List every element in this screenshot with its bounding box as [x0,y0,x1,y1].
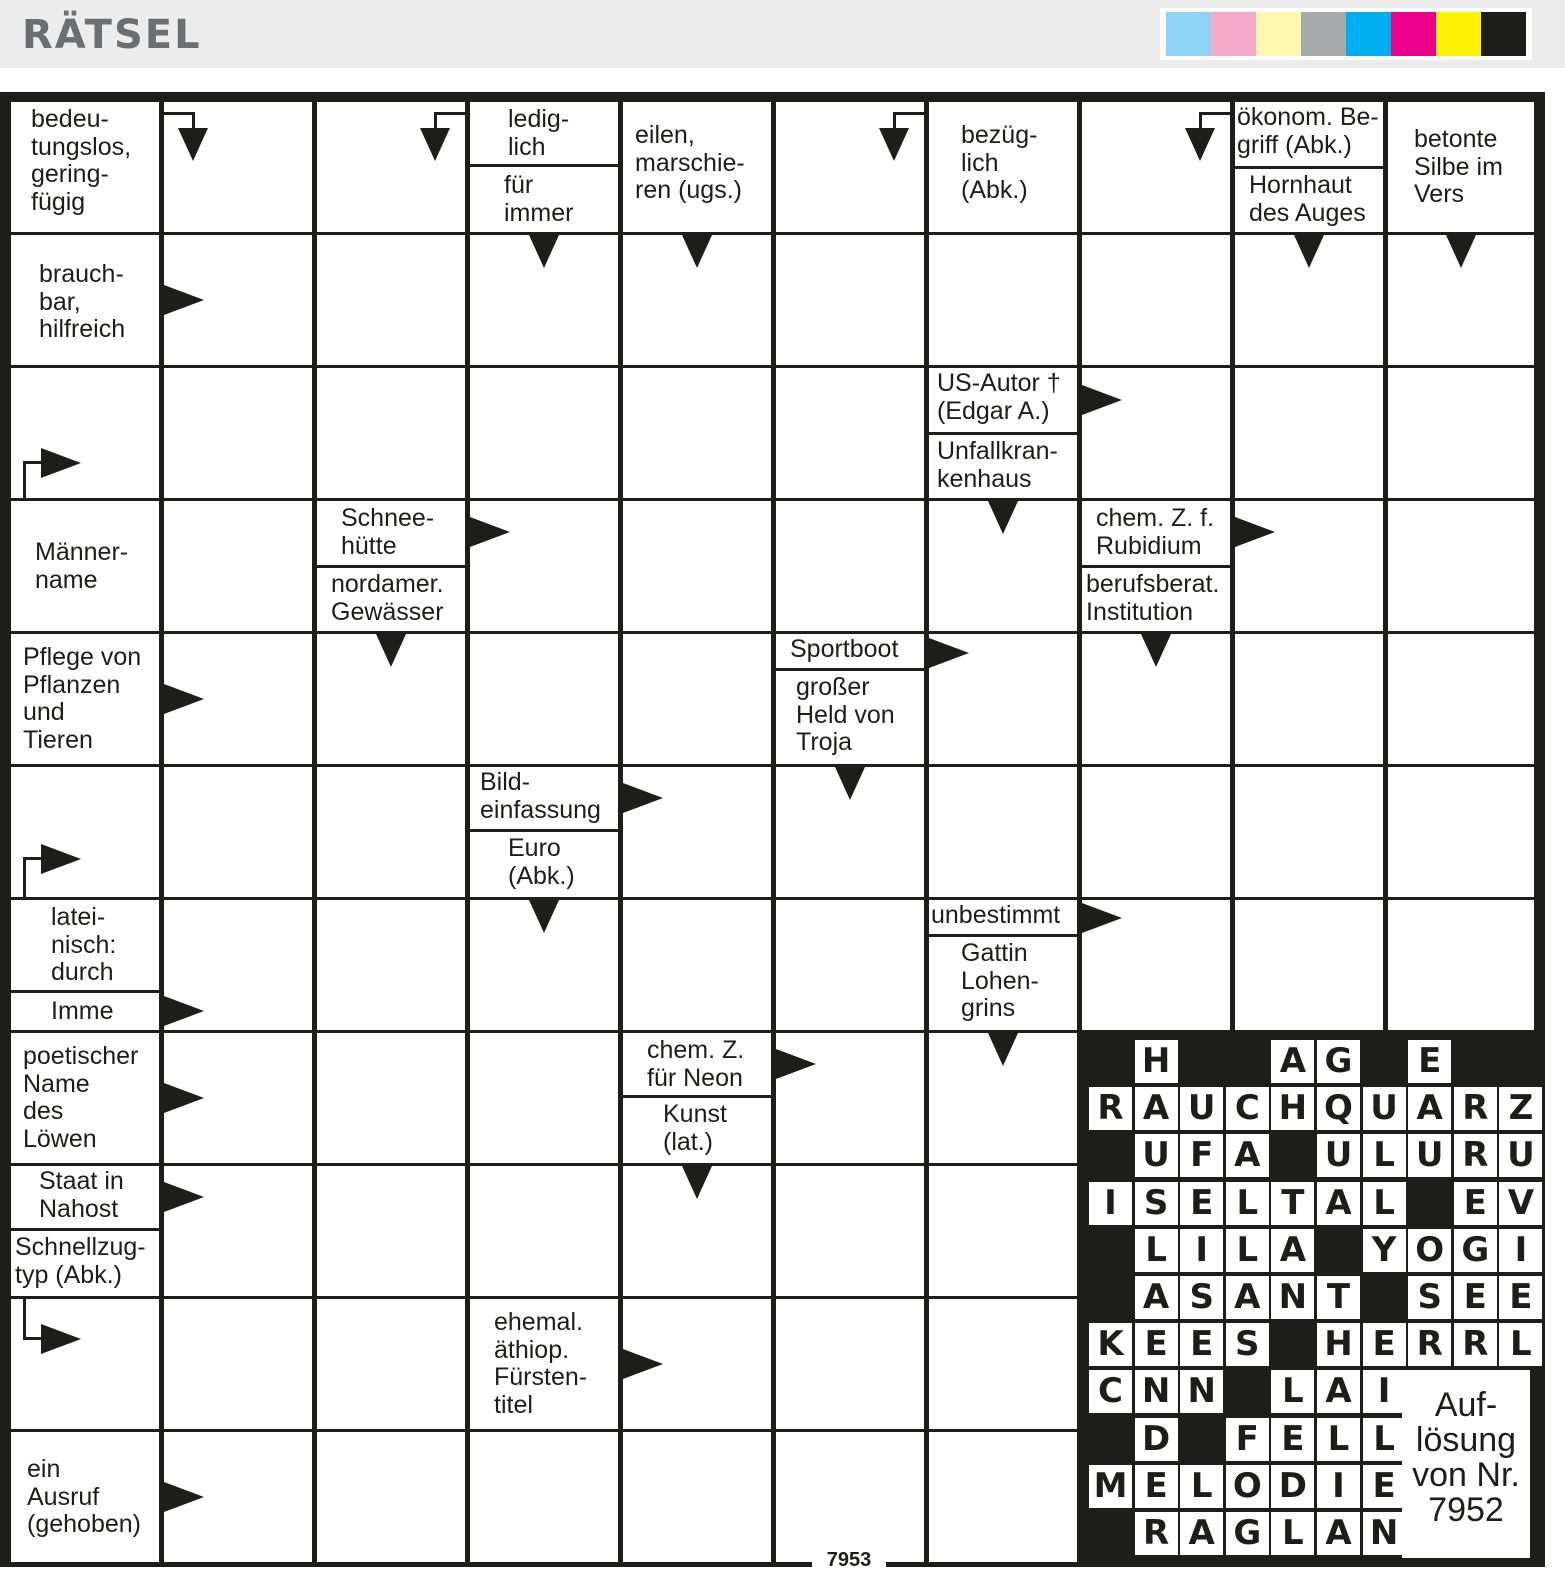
clue-cell [1235,102,1383,232]
clue-text: bedeu- tungslos, gering- fügig [31,105,132,216]
solution-letter: D [1271,1465,1314,1508]
answer-cell[interactable] [929,235,1077,365]
clue-text: Sportboot [790,635,899,663]
solution-letter: L [1226,1229,1269,1272]
answer-cell[interactable] [623,1432,771,1562]
solution-letter: L [1271,1512,1314,1555]
solution-letter: E [1499,1276,1542,1319]
arrow-right-icon [929,638,969,668]
solution-letter: L [1317,1418,1360,1461]
header-bar [0,0,1565,68]
clue-text: für immer [504,171,574,227]
clue-text: Pflege von Pflanzen und Tieren [23,643,142,754]
answer-cell[interactable] [164,900,312,1030]
clue-divider [929,432,1077,435]
clue-text: ehemal. äthiop. Fürsten- titel [494,1308,588,1419]
arrow-right-icon [623,783,663,813]
solution-letter: A [1317,1370,1360,1413]
answer-cell[interactable] [623,501,771,631]
answer-cell[interactable] [164,1166,312,1296]
clue-cell [11,1166,159,1296]
solution-letter: E [1135,1323,1178,1366]
answer-cell[interactable] [623,1166,771,1296]
answer-cell[interactable] [1235,368,1383,498]
answer-cell[interactable] [11,767,159,897]
solution-letter: G [1226,1512,1269,1555]
clue-text: Imme [51,997,114,1025]
arrow-right-icon [164,996,204,1026]
clue-cell [11,1033,159,1163]
clue-text: ökonom. Be- griff (Abk.) [1237,103,1379,159]
clue-cell [470,767,618,897]
answer-cell[interactable] [776,501,924,631]
arrow-right-icon [41,448,81,478]
solution-letter: N [1363,1512,1406,1555]
answer-cell[interactable] [164,1033,312,1163]
solution-letter: U [1408,1134,1451,1177]
clue-divider [1235,166,1383,169]
solution-letter: T [1317,1276,1360,1319]
answer-cell[interactable] [929,1166,1077,1296]
solution-letter: S [1408,1276,1451,1319]
arrow-down-icon [835,767,865,800]
solution-letter: R [1454,1087,1497,1130]
clue-divider [1082,565,1230,568]
clue-text: US-Autor † (Edgar A.) [937,369,1061,425]
answer-cell[interactable] [1235,501,1383,631]
clue-divider [623,1095,771,1098]
answer-cell[interactable] [929,501,1077,631]
answer-cell[interactable] [1082,102,1230,232]
solution-letter: A [1226,1276,1269,1319]
solution-letter: E [1454,1276,1497,1319]
clue-text: Schnee- hütte [341,504,435,560]
arrow-right-icon [1082,903,1122,933]
arrow-down-icon [1141,634,1171,667]
arrow-down-icon [376,634,406,667]
solution-letter: S [1180,1276,1223,1319]
clue-text: Männer- name [35,538,129,594]
color-swatch [1211,12,1256,56]
answer-cell[interactable] [776,1299,924,1429]
solution-letter: A [1317,1182,1360,1225]
arrow-down-icon [682,235,712,268]
answer-cell[interactable] [470,1166,618,1296]
arrow-right-icon [164,1083,204,1113]
arrow-down-icon [1294,235,1324,268]
answer-cell[interactable] [1082,235,1230,365]
answer-cell[interactable] [470,235,618,365]
answer-cell[interactable] [929,767,1077,897]
clue-divider [776,668,924,671]
clue-text: Hornhaut des Auges [1249,171,1366,227]
answer-cell[interactable] [776,1033,924,1163]
answer-cell[interactable] [317,235,465,365]
answer-cell[interactable] [11,1299,159,1429]
answer-cell[interactable] [1235,634,1383,764]
clue-cell [11,900,159,1030]
solution-letter: I [1499,1229,1542,1272]
clue-text: nordamer. Gewässer [331,570,444,626]
solution-letter: U [1180,1087,1223,1130]
clue-divider [470,164,618,167]
answer-cell[interactable] [623,1299,771,1429]
clue-text: unbestimmt [931,901,1061,929]
answer-cell[interactable] [1388,634,1534,764]
solution-letter: A [1271,1229,1314,1272]
solution-letter: L [1363,1134,1406,1177]
solution-letter: I [1317,1465,1360,1508]
page-title: RÄTSEL [22,12,202,58]
answer-cell[interactable] [164,368,312,498]
solution-letter: L [1135,1229,1178,1272]
solution-letter: R [1089,1087,1132,1130]
clue-cell [1082,501,1230,631]
clue-cell [11,235,159,365]
solution-letter: R [1408,1323,1451,1366]
clue-text: poetischer Name des Löwen [23,1042,139,1153]
answer-cell[interactable] [1082,368,1230,498]
solution-letter: L [1499,1323,1542,1366]
answer-cell[interactable] [470,634,618,764]
solution-letter: U [1135,1134,1178,1177]
solution-letter: A [1317,1512,1360,1555]
answer-cell[interactable] [929,1432,1077,1562]
arrow-down-icon [1446,235,1476,268]
arrow-bend-icon [23,1337,43,1340]
answer-cell[interactable] [11,368,159,498]
solution-letter: D [1135,1418,1178,1461]
solution-letter: L [1271,1370,1314,1413]
clue-cell [317,501,465,631]
solution-letter: M [1089,1465,1132,1508]
arrow-down-icon [1185,128,1215,161]
clue-text: chem. Z. für Neon [647,1036,745,1092]
answer-cell[interactable] [317,767,465,897]
arrow-down-icon [529,900,559,933]
clue-text: Gattin Lohen- grins [961,939,1039,1022]
clue-divider [11,1228,159,1231]
answer-cell[interactable] [1082,634,1230,764]
solution-label: Auf- lösung von Nr. 7952 [1402,1370,1530,1558]
answer-cell[interactable] [317,1033,465,1163]
solution-letter: F [1226,1418,1269,1461]
answer-cell[interactable] [623,235,771,365]
solution-letter: A [1226,1134,1269,1177]
answer-cell[interactable] [1388,900,1534,1030]
solution-letter: H [1271,1087,1314,1130]
clue-text: Staat in Nahost [39,1167,124,1223]
color-swatch [1436,12,1481,56]
arrow-right-icon [470,517,510,547]
solution-letter: V [1499,1182,1542,1225]
solution-letter: E [1454,1182,1497,1225]
clue-text: berufsberat. Institution [1086,570,1220,626]
color-swatch [1481,12,1526,56]
clue-cell [470,102,618,232]
arrow-down-icon [420,128,450,161]
clue-text: Schnellzug- typ (Abk.) [15,1233,146,1289]
clue-text: großer Held von Troja [796,673,895,756]
answer-cell[interactable] [317,102,465,232]
crossword-grid [0,92,1545,1567]
answer-cell[interactable] [623,767,771,897]
solution-letter: K [1089,1323,1132,1366]
clue-text: latei- nisch: durch [51,903,117,986]
clue-cell [623,1033,771,1163]
clue-text: eilen, marschie- ren (ugs.) [635,121,745,204]
solution-letter: E [1408,1040,1451,1083]
arrow-down-icon [682,1166,712,1199]
arrow-right-icon [164,1182,204,1212]
arrow-bend-icon [23,461,43,464]
arrow-right-icon [776,1049,816,1079]
solution-letter: E [1363,1465,1406,1508]
arrow-right-icon [41,1324,81,1354]
solution-letter: S [1135,1182,1178,1225]
solution-letter: H [1135,1040,1178,1083]
arrow-down-icon [178,128,208,161]
solution-letter: I [1089,1182,1132,1225]
solution-letter: G [1317,1040,1360,1083]
answer-cell[interactable] [623,368,771,498]
solution-letter: A [1135,1087,1178,1130]
answer-cell[interactable] [164,1299,312,1429]
solution-letter: E [1363,1323,1406,1366]
answer-cell[interactable] [1082,900,1230,1030]
solution-letter: E [1180,1182,1223,1225]
clue-cell [11,102,159,232]
clue-text: ein Ausruf (gehoben) [27,1455,141,1538]
solution-letter: R [1454,1134,1497,1177]
clue-divider [470,829,618,832]
color-swatch [1166,12,1211,56]
answer-cell[interactable] [164,235,312,365]
clue-divider [11,990,159,993]
answer-cell[interactable] [164,501,312,631]
answer-cell[interactable] [776,235,924,365]
solution-letter: C [1089,1370,1132,1413]
answer-cell[interactable] [470,368,618,498]
answer-cell[interactable] [1388,368,1534,498]
solution-letter: C [1226,1087,1269,1130]
arrow-right-icon [164,285,204,315]
answer-cell[interactable] [1235,900,1383,1030]
solution-letter: L [1363,1418,1406,1461]
answer-cell[interactable] [1235,235,1383,365]
clue-cell [470,1299,618,1429]
answer-cell[interactable] [470,900,618,1030]
arrow-right-icon [164,684,204,714]
clue-text: chem. Z. f. Rubidium [1096,504,1215,560]
arrow-bend-icon [23,461,26,498]
answer-cell[interactable] [164,1432,312,1562]
print-color-bar [1160,8,1532,60]
solution-letter: U [1499,1134,1542,1177]
clue-text: Unfallkran- kenhaus [937,437,1058,493]
clue-cell [929,102,1077,232]
arrow-down-icon [988,1033,1018,1066]
color-swatch [1256,12,1301,56]
solution-letter: O [1408,1229,1451,1272]
arrow-bend-icon [435,112,465,115]
solution-letter: A [1180,1512,1223,1555]
color-swatch [1346,12,1391,56]
solution-letter: L [1180,1465,1223,1508]
clue-text: betonte Silbe im Vers [1414,125,1503,208]
clue-cell [929,368,1077,498]
solution-letter: N [1135,1370,1178,1413]
arrow-bend-icon [164,112,194,115]
answer-cell[interactable] [929,1033,1077,1163]
solution-letter: I [1363,1370,1406,1413]
solution-letter: S [1226,1323,1269,1366]
arrow-bend-icon [1200,112,1230,115]
solution-letter: Q [1317,1087,1360,1130]
clue-text: bezüg- lich (Abk.) [961,121,1038,204]
arrow-bend-icon [894,112,924,115]
solution-letter: R [1454,1323,1497,1366]
arrow-bend-icon [23,1299,26,1339]
solution-letter: F [1180,1134,1223,1177]
solution-letter: L [1226,1182,1269,1225]
answer-cell[interactable] [1388,235,1534,365]
clue-divider [929,934,1077,937]
arrow-bend-icon [23,857,26,897]
arrow-right-icon [164,1482,204,1512]
answer-cell[interactable] [1235,767,1383,897]
solution-letter: U [1363,1087,1406,1130]
arrow-right-icon [1235,517,1275,547]
answer-cell[interactable] [317,900,465,1030]
clue-text: Bild- einfassung [480,768,601,824]
answer-cell[interactable] [776,102,924,232]
answer-cell[interactable] [623,634,771,764]
answer-cell[interactable] [929,1299,1077,1429]
solution-letter: L [1363,1182,1406,1225]
answer-cell[interactable] [470,1432,618,1562]
clue-text: Kunst (lat.) [663,1100,727,1156]
color-swatch [1391,12,1436,56]
answer-cell[interactable] [1388,501,1534,631]
answer-cell[interactable] [317,1166,465,1296]
answer-cell[interactable] [164,767,312,897]
answer-cell[interactable] [929,634,1077,764]
clue-cell [11,501,159,631]
answer-cell[interactable] [317,1299,465,1429]
solution-letter: Y [1363,1229,1406,1272]
arrow-down-icon [879,128,909,161]
answer-cell[interactable] [623,900,771,1030]
answer-cell[interactable] [470,1033,618,1163]
answer-cell[interactable] [776,900,924,1030]
solution-letter: A [1408,1087,1451,1130]
solution-letter: R [1135,1512,1178,1555]
answer-cell[interactable] [164,102,312,232]
solution-letter: E [1271,1418,1314,1461]
clue-divider [317,565,465,568]
solution-letter: Z [1499,1087,1542,1130]
answer-cell[interactable] [164,634,312,764]
clue-cell [776,634,924,764]
clue-cell [929,900,1077,1030]
arrow-right-icon [41,844,81,874]
clue-cell [11,1432,159,1562]
answer-cell[interactable] [470,501,618,631]
solution-letter: N [1180,1370,1223,1413]
answer-cell[interactable] [1388,767,1534,897]
solution-letter: A [1135,1276,1178,1319]
solution-letter: O [1226,1465,1269,1508]
arrow-right-icon [1082,385,1122,415]
solution-letter: E [1135,1465,1178,1508]
answer-cell[interactable] [776,1432,924,1562]
answer-cell[interactable] [317,1432,465,1562]
answer-cell[interactable] [317,368,465,498]
answer-cell[interactable] [776,1166,924,1296]
solution-letter: U [1317,1134,1360,1177]
solution-letter: E [1180,1323,1223,1366]
clue-cell [623,102,771,232]
arrow-down-icon [529,235,559,268]
solution-letter: H [1317,1323,1360,1366]
answer-cell[interactable] [1082,767,1230,897]
answer-cell[interactable] [776,767,924,897]
clue-text: Euro (Abk.) [508,834,575,890]
arrow-right-icon [623,1349,663,1379]
arrow-down-icon [988,501,1018,534]
clue-cell [1388,102,1534,232]
color-swatch [1301,12,1346,56]
solution-letter: I [1180,1229,1223,1272]
solution-letter: A [1271,1040,1314,1083]
solution-letter: T [1271,1182,1314,1225]
clue-text: brauch- bar, hilfreich [39,260,126,343]
answer-cell[interactable] [317,634,465,764]
solution-letter: N [1271,1276,1314,1319]
answer-cell[interactable] [776,368,924,498]
clue-text: ledig- lich [508,105,570,161]
puzzle-number: 7953 [812,1548,886,1572]
clue-cell [11,634,159,764]
arrow-bend-icon [23,857,43,860]
solution-letter: G [1454,1229,1497,1272]
